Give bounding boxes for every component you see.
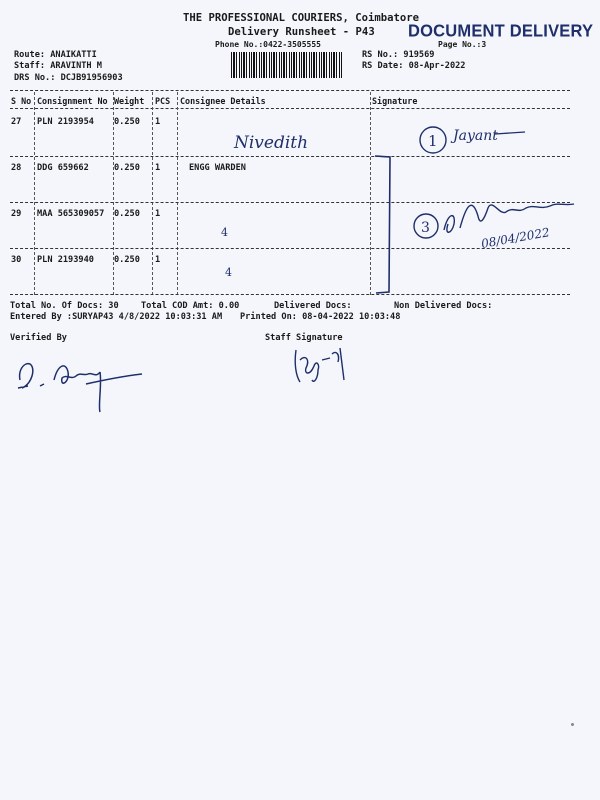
row-pcs: 1	[155, 117, 161, 127]
divider	[177, 92, 178, 295]
total-docs: Total No. Of Docs: 30	[10, 301, 119, 311]
rs-number: RS No.: 919569	[362, 50, 435, 60]
svg-text:1: 1	[428, 132, 438, 150]
signature-row29	[408, 186, 588, 252]
document-delivery-stamp: DOCUMENT DELIVERY	[408, 21, 594, 41]
staff: Staff: ARAVINTH M	[14, 61, 102, 71]
col-signature: Signature	[372, 96, 418, 106]
verifier-signature	[14, 350, 154, 416]
svg-text:4: 4	[225, 266, 232, 279]
row-weight: 0.250	[114, 163, 140, 173]
scan-speck	[571, 723, 574, 726]
row-weight: 0.250	[114, 209, 140, 219]
printed-on: Printed On: 08-04-2022 10:03:48	[240, 312, 401, 322]
rs-date: RS Date: 08-Apr-2022	[362, 61, 466, 71]
col-consignee: Consignee Details	[180, 96, 266, 106]
bracket-mark	[372, 152, 396, 298]
row-sno: 28	[11, 163, 22, 173]
delivered-docs: Delivered Docs:	[274, 301, 352, 311]
row-consignment: DDG 659662	[37, 163, 89, 173]
company-name: THE PROFESSIONAL COURIERS, Coimbatore	[183, 12, 419, 24]
barcode	[231, 52, 343, 78]
divider	[152, 92, 153, 295]
svg-text:4: 4	[221, 226, 228, 239]
total-cod: Total COD Amt: 0.00	[141, 301, 240, 311]
col-consignment: Consignment No	[37, 96, 108, 106]
divider	[34, 92, 35, 295]
staff-signature-label: Staff Signature	[265, 333, 343, 343]
row-sno: 29	[11, 209, 22, 219]
signature-row27	[415, 120, 555, 160]
entered-by: Entered By :SURYAP43 4/8/2022 10:03:31 AM	[10, 312, 223, 322]
phone-number: Phone No.:0422-3505555	[215, 40, 321, 49]
page-number: Page No.:3	[438, 40, 487, 49]
handwritten-name-row27	[230, 128, 340, 156]
row-consignment: PLN 2193940	[37, 255, 94, 265]
row-consignment: MAA 565309057	[37, 209, 105, 219]
drs-number: DRS No.: DCJB91956903	[14, 73, 123, 83]
row-weight: 0.250	[114, 255, 140, 265]
non-delivered-docs: Non Delivered Docs:	[394, 301, 493, 311]
row-pcs: 1	[155, 163, 161, 173]
staff-signature	[290, 340, 360, 386]
row-pcs: 1	[155, 209, 161, 219]
header-rule	[10, 108, 570, 109]
row-weight: 0.250	[114, 117, 140, 127]
svg-text:08/04/2022: 08/04/2022	[480, 225, 551, 251]
svg-text:Nivedith: Nivedith	[234, 133, 309, 153]
row-consignment: PLN 2193954	[37, 117, 94, 127]
divider	[370, 92, 371, 295]
col-pcs: PCS	[155, 96, 171, 106]
col-weight: Weight	[114, 96, 145, 106]
table-top-rule	[10, 90, 570, 91]
handwritten-mark-row29	[218, 222, 238, 242]
row-sno: 27	[11, 117, 22, 127]
row-sno: 30	[11, 255, 22, 265]
row-pcs: 1	[155, 255, 161, 265]
runsheet-title: Delivery Runsheet - P43	[228, 26, 375, 38]
col-sno: S No	[11, 96, 32, 106]
row-consignee: ENGG WARDEN	[189, 163, 246, 173]
route: Route: ANAIKATTI	[14, 50, 97, 60]
handwritten-mark-row30	[222, 262, 242, 282]
svg-text:3: 3	[421, 220, 430, 236]
verified-by-label: Verified By	[10, 333, 67, 343]
table-bottom-rule	[10, 294, 570, 295]
svg-text:Jayant: Jayant	[453, 128, 498, 144]
